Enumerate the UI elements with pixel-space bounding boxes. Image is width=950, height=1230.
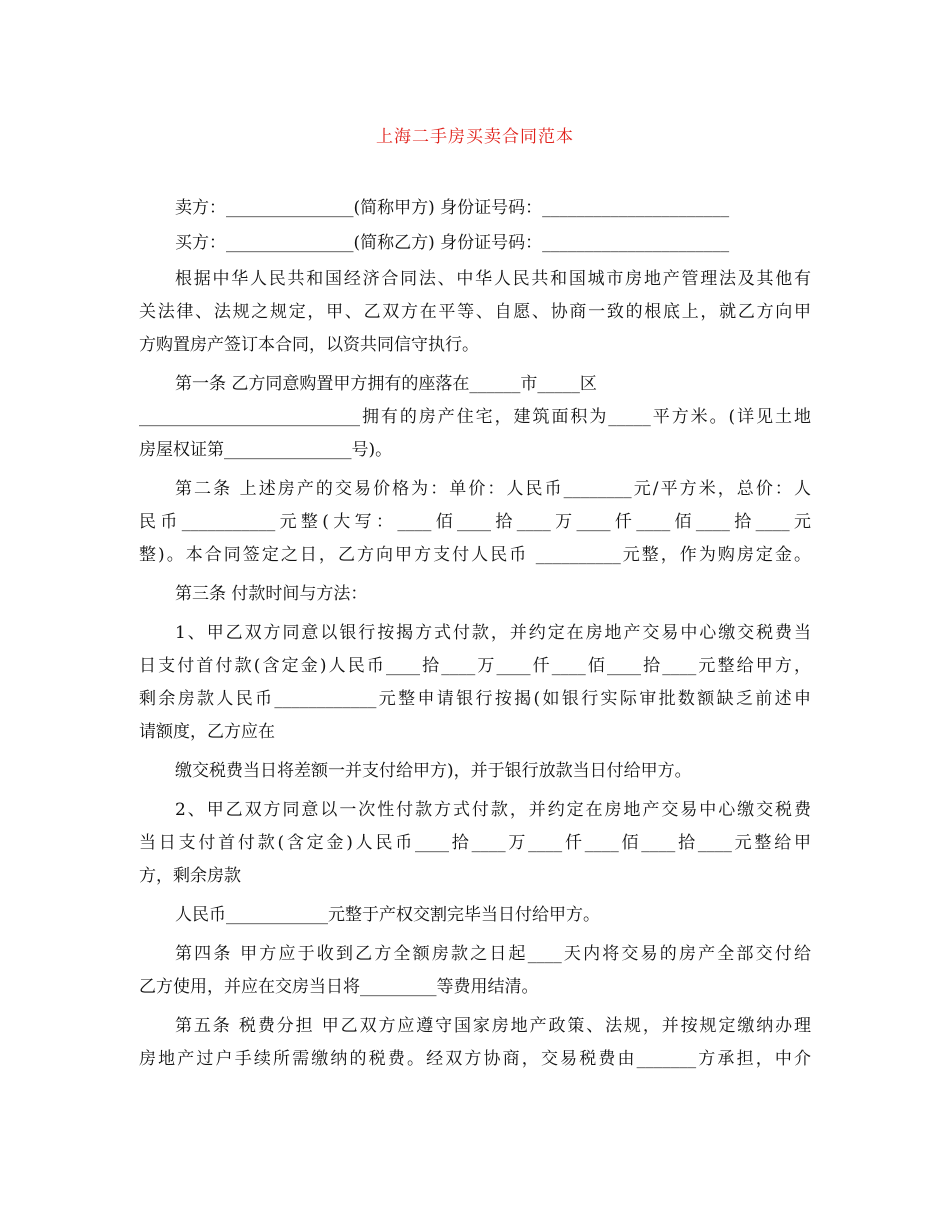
document-line: 缴交税费当日将差额一并支付给甲方)，并于银行放款当日付给甲方。 (175, 761, 692, 781)
document-line: 人民币____________元整于产权交割完毕当日付给甲方。 (175, 905, 600, 925)
document-line: __________________________拥有的房产住宅，建筑面积为_____平方米。(详见土地 (139, 407, 811, 427)
document-line: 民币___________元整(大写：____佰____拾____万____仟____佰____拾____元 (139, 512, 811, 532)
document-line: 方购置房产签订本合同，以资共同信守执行。 (139, 335, 479, 355)
document-line: 第三条 付款时间与方法： (175, 584, 368, 604)
document-line: 第一条 乙方同意购置甲方拥有的座落在______市_____区 (175, 374, 597, 394)
document-line: 乙方使用，并应在交房当日将_________等费用结清。 (139, 977, 539, 997)
document-line: 2、甲乙双方同意以一次性付款方式付款，并约定在房地产交易中心缴交税费 (175, 800, 811, 820)
document-line: 当日支付首付款(含定金)人民币____拾____万____仟____佰____拾____元整给甲 (139, 833, 811, 853)
document-line: 根据中华人民共和国经济合同法、中华人民共和国城市房地产管理法及其他有 (175, 269, 811, 289)
document-line: 买方：_______________(简称乙方) 身份证号码：______________________ (175, 233, 730, 253)
document-line: 第四条 甲方应于收到乙方全额房款之日起____天内将交易的房产全部交付给 (175, 944, 811, 964)
document-line: 方，剩余房款 (139, 866, 241, 886)
document-line: 1、甲乙双方同意以银行按揭方式付款，并约定在房地产交易中心缴交税费当 (175, 623, 811, 643)
document-line: 房地产过户手续所需缴纳的税费。经双方协商，交易税费由_______方承担，中介 (139, 1049, 811, 1069)
document-line: 整)。本合同签定之日，乙方向甲方支付人民币 __________元整，作为购房定金。 (139, 545, 811, 565)
document-line: 房屋权证第_______________号)。 (139, 440, 393, 460)
document-line: 关法律、法规之规定，甲、乙双方在平等、自愿、协商一致的根底上，就乙方向甲 (139, 302, 811, 322)
document-line: 第五条 税费分担 甲乙双方应遵守国家房地产政策、法规，并按规定缴纳办理 (175, 1016, 811, 1036)
document-body (139, 192, 811, 1076)
document-line: 剩余房款人民币____________元整申请银行按揭(如银行实际审批数额缺乏前述申 (139, 689, 811, 709)
document-line: 请额度，乙方应在 (139, 722, 275, 742)
document-title: 上海二手房买卖合同范本 (376, 127, 574, 147)
document-line: 卖方：_______________(简称甲方) 身份证号码：______________________ (175, 198, 730, 218)
document-line: 第二条 上述房产的交易价格为：单价：人民币________元/平方米，总价：人 (175, 479, 811, 499)
document-line: 日支付首付款(含定金)人民币____拾____万____仟____佰____拾____元整给甲方， (139, 656, 811, 676)
